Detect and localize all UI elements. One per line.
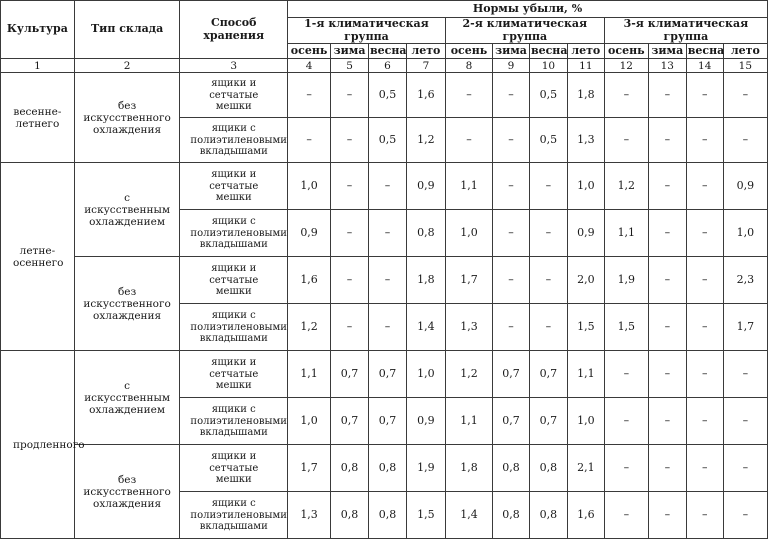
loss-value-cell: 0,9: [723, 163, 767, 210]
header-culture: Культура: [1, 1, 75, 59]
column-number: 12: [604, 59, 648, 73]
column-number: 15: [723, 59, 767, 73]
column-number: 8: [445, 59, 492, 73]
storage-method-cell: ящики с полиэтиленовыми вкладышами: [180, 210, 288, 257]
loss-value-cell: –: [331, 163, 369, 210]
loss-value-cell: 0,8: [529, 492, 567, 539]
storage-method-cell: ящики и сетчатые мешки: [180, 257, 288, 304]
loss-value-cell: –: [369, 163, 407, 210]
loss-value-cell: –: [331, 304, 369, 351]
loss-value-cell: 1,0: [288, 163, 331, 210]
loss-value-cell: 1,2: [604, 163, 648, 210]
loss-value-cell: –: [369, 257, 407, 304]
loss-value-cell: 0,7: [493, 398, 530, 445]
loss-value-cell: 0,7: [331, 398, 369, 445]
loss-value-cell: 1,4: [445, 492, 492, 539]
loss-value-cell: 2,1: [567, 445, 604, 492]
warehouse-type-cell: без искусственного охлаждения: [74, 257, 180, 351]
loss-value-cell: –: [648, 210, 686, 257]
loss-value-cell: 1,1: [445, 163, 492, 210]
loss-value-cell: 0,7: [369, 398, 407, 445]
loss-value-cell: 0,7: [493, 351, 530, 398]
loss-value-cell: 1,5: [406, 492, 445, 539]
season-header-1-1: осень: [288, 44, 331, 59]
loss-value-cell: 1,7: [723, 304, 767, 351]
loss-value-cell: 2,3: [723, 257, 767, 304]
loss-value-cell: –: [648, 163, 686, 210]
loss-value-cell: –: [648, 304, 686, 351]
loss-value-cell: –: [686, 163, 723, 210]
warehouse-type-cell: с искусственным охлаждением: [74, 163, 180, 257]
loss-value-cell: 1,8: [445, 445, 492, 492]
loss-value-cell: 1,1: [445, 398, 492, 445]
column-number: 2: [74, 59, 180, 73]
loss-value-cell: –: [686, 257, 723, 304]
loss-value-cell: –: [648, 257, 686, 304]
culture-cell: продленного: [1, 351, 75, 539]
season-header-2-2: зима: [493, 44, 530, 59]
column-number: 7: [406, 59, 445, 73]
loss-value-cell: –: [723, 445, 767, 492]
warehouse-type-cell: с искусственным охлаждением: [74, 351, 180, 445]
season-header-2-3: весна: [530, 43, 568, 57]
loss-value-cell: 1,0: [288, 398, 331, 445]
culture-cell: летне-осеннего: [1, 163, 75, 351]
loss-value-cell: 1,2: [445, 351, 492, 398]
loss-value-cell: –: [686, 398, 723, 445]
loss-value-cell: 0,5: [529, 118, 567, 163]
loss-value-cell: –: [493, 257, 530, 304]
loss-value-cell: –: [648, 445, 686, 492]
loss-value-cell: 1,1: [604, 210, 648, 257]
loss-value-cell: –: [686, 445, 723, 492]
loss-value-cell: –: [604, 398, 648, 445]
loss-value-cell: –: [723, 398, 767, 445]
loss-value-cell: 1,0: [723, 210, 767, 257]
loss-value-cell: –: [686, 304, 723, 351]
header-row-1: [1, 1, 768, 18]
header-loss-norms: Нормы убыли, %: [288, 1, 768, 18]
season-header-1-4: лето: [406, 44, 445, 59]
loss-value-cell: 1,2: [288, 304, 331, 351]
column-number: 3: [180, 59, 288, 73]
loss-value-cell: –: [648, 492, 686, 539]
header-group-3: 3-я климатическая группа: [604, 18, 767, 44]
header-warehouse-type: Тип склада: [74, 1, 180, 59]
loss-value-cell: –: [686, 492, 723, 539]
culture-cell: весенне-летнего: [1, 73, 75, 163]
season-header-3-2: зима: [648, 44, 686, 59]
storage-method-cell: ящики с полиэтиленовыми вкладышами: [180, 304, 288, 351]
loss-value-cell: 0,8: [369, 492, 407, 539]
storage-method-cell: ящики и сетчатые мешки: [180, 445, 288, 492]
loss-value-cell: 1,6: [567, 492, 604, 539]
season-header-2-4: лето: [567, 44, 604, 59]
header-group-1: 1-я климатическая группа: [288, 18, 446, 44]
loss-value-cell: –: [686, 351, 723, 398]
loss-value-cell: 1,0: [406, 351, 445, 398]
loss-value-cell: –: [723, 351, 767, 398]
loss-value-cell: 0,7: [529, 398, 567, 445]
loss-value-cell: 0,7: [529, 351, 567, 398]
season-header-2-1: осень: [445, 44, 492, 59]
loss-value-cell: 1,8: [567, 73, 604, 118]
loss-value-cell: 1,5: [567, 304, 604, 351]
loss-value-cell: 0,9: [406, 398, 445, 445]
season-header-3-3: весна: [687, 43, 725, 57]
loss-value-cell: 1,8: [406, 257, 445, 304]
loss-value-cell: –: [604, 73, 648, 118]
loss-value-cell: 0,8: [493, 492, 530, 539]
loss-value-cell: 0,8: [406, 210, 445, 257]
loss-value-cell: 1,3: [567, 118, 604, 163]
table-body: [1, 73, 768, 539]
column-number: 13: [648, 59, 686, 73]
loss-value-cell: –: [331, 257, 369, 304]
loss-value-cell: –: [723, 492, 767, 539]
loss-value-cell: –: [369, 304, 407, 351]
storage-method-cell: ящики с полиэтиленовыми вкладышами: [180, 492, 288, 539]
loss-value-cell: 1,6: [406, 73, 445, 118]
loss-value-cell: –: [493, 210, 530, 257]
loss-value-cell: 0,5: [369, 118, 407, 163]
loss-value-cell: –: [723, 118, 767, 163]
table-row: [1, 257, 768, 304]
loss-value-cell: 1,0: [445, 210, 492, 257]
loss-value-cell: 0,8: [493, 445, 530, 492]
loss-value-cell: 1,6: [288, 257, 331, 304]
loss-value-cell: –: [331, 73, 369, 118]
table-row: [1, 163, 768, 210]
season-header-3-1: осень: [604, 44, 648, 59]
loss-value-cell: 1,5: [604, 304, 648, 351]
header-storage-method: Способ хранения: [180, 1, 288, 59]
loss-value-cell: –: [686, 210, 723, 257]
loss-value-cell: 0,9: [567, 210, 604, 257]
loss-value-cell: 0,8: [331, 492, 369, 539]
loss-value-cell: –: [445, 73, 492, 118]
loss-value-cell: 0,8: [331, 445, 369, 492]
loss-value-cell: –: [686, 73, 723, 118]
loss-value-cell: –: [493, 118, 530, 163]
loss-value-cell: 0,8: [529, 445, 567, 492]
column-number: 6: [369, 59, 407, 73]
loss-value-cell: 0,5: [529, 73, 567, 118]
loss-value-cell: –: [529, 257, 567, 304]
loss-value-cell: –: [604, 351, 648, 398]
loss-value-cell: –: [529, 304, 567, 351]
loss-value-cell: –: [445, 118, 492, 163]
loss-value-cell: 0,9: [288, 210, 331, 257]
column-number: 11: [567, 59, 604, 73]
loss-value-cell: 0,7: [369, 351, 407, 398]
loss-value-cell: 1,7: [445, 257, 492, 304]
loss-value-cell: 1,0: [567, 163, 604, 210]
loss-value-cell: 1,1: [567, 351, 604, 398]
loss-value-cell: 0,5: [369, 73, 407, 118]
loss-value-cell: –: [648, 73, 686, 118]
loss-value-cell: 1,1: [288, 351, 331, 398]
loss-value-cell: –: [648, 118, 686, 163]
season-header-1-3: весна: [370, 43, 407, 57]
header-row-numbers: [1, 59, 768, 73]
header-group-2: 2-я климатическая группа: [445, 18, 604, 44]
loss-value-cell: 1,2: [406, 118, 445, 163]
loss-value-cell: 1,9: [406, 445, 445, 492]
loss-value-cell: –: [686, 118, 723, 163]
column-number: 10: [529, 59, 567, 73]
column-number: 9: [493, 59, 530, 73]
storage-method-cell: ящики с полиэтиленовыми вкладышами: [180, 398, 288, 445]
storage-method-cell: ящики с полиэтиленовыми вкладышами: [180, 118, 288, 163]
loss-value-cell: –: [529, 163, 567, 210]
loss-value-cell: 0,9: [406, 163, 445, 210]
loss-value-cell: –: [493, 73, 530, 118]
loss-value-cell: –: [493, 304, 530, 351]
loss-value-cell: –: [529, 210, 567, 257]
loss-value-cell: –: [648, 398, 686, 445]
season-header-1-2: зима: [331, 44, 369, 59]
loss-value-cell: 1,3: [445, 304, 492, 351]
loss-value-cell: 1,4: [406, 304, 445, 351]
table-row: [1, 73, 768, 118]
loss-value-cell: 1,0: [567, 398, 604, 445]
loss-value-cell: –: [288, 73, 331, 118]
loss-value-cell: 2,0: [567, 257, 604, 304]
column-number: 1: [1, 59, 75, 73]
loss-value-cell: 0,8: [369, 445, 407, 492]
storage-method-cell: ящики и сетчатые мешки: [180, 163, 288, 210]
column-number: 4: [288, 59, 331, 73]
table-row: [1, 351, 768, 398]
storage-method-cell: ящики и сетчатые мешки: [180, 351, 288, 398]
loss-value-cell: –: [493, 163, 530, 210]
season-header-3-4: лето: [723, 44, 767, 59]
loss-value-cell: 1,9: [604, 257, 648, 304]
loss-value-cell: –: [723, 73, 767, 118]
loss-value-cell: –: [604, 492, 648, 539]
loss-value-cell: –: [331, 210, 369, 257]
loss-value-cell: –: [331, 118, 369, 163]
loss-value-cell: –: [604, 445, 648, 492]
column-number: 14: [686, 59, 723, 73]
loss-value-cell: 1,3: [288, 492, 331, 539]
column-number: 5: [331, 59, 369, 73]
loss-value-cell: 0,7: [331, 351, 369, 398]
warehouse-type-cell: без искусственного охлаждения: [74, 445, 180, 539]
loss-value-cell: –: [648, 351, 686, 398]
storage-method-cell: ящики и сетчатые мешки: [180, 73, 288, 118]
loss-value-cell: –: [288, 118, 331, 163]
loss-value-cell: –: [369, 210, 407, 257]
loss-value-cell: –: [604, 118, 648, 163]
table-row: [1, 445, 768, 492]
warehouse-type-cell: без искусственного охлаждения: [74, 73, 180, 163]
loss-value-cell: 1,7: [288, 445, 331, 492]
